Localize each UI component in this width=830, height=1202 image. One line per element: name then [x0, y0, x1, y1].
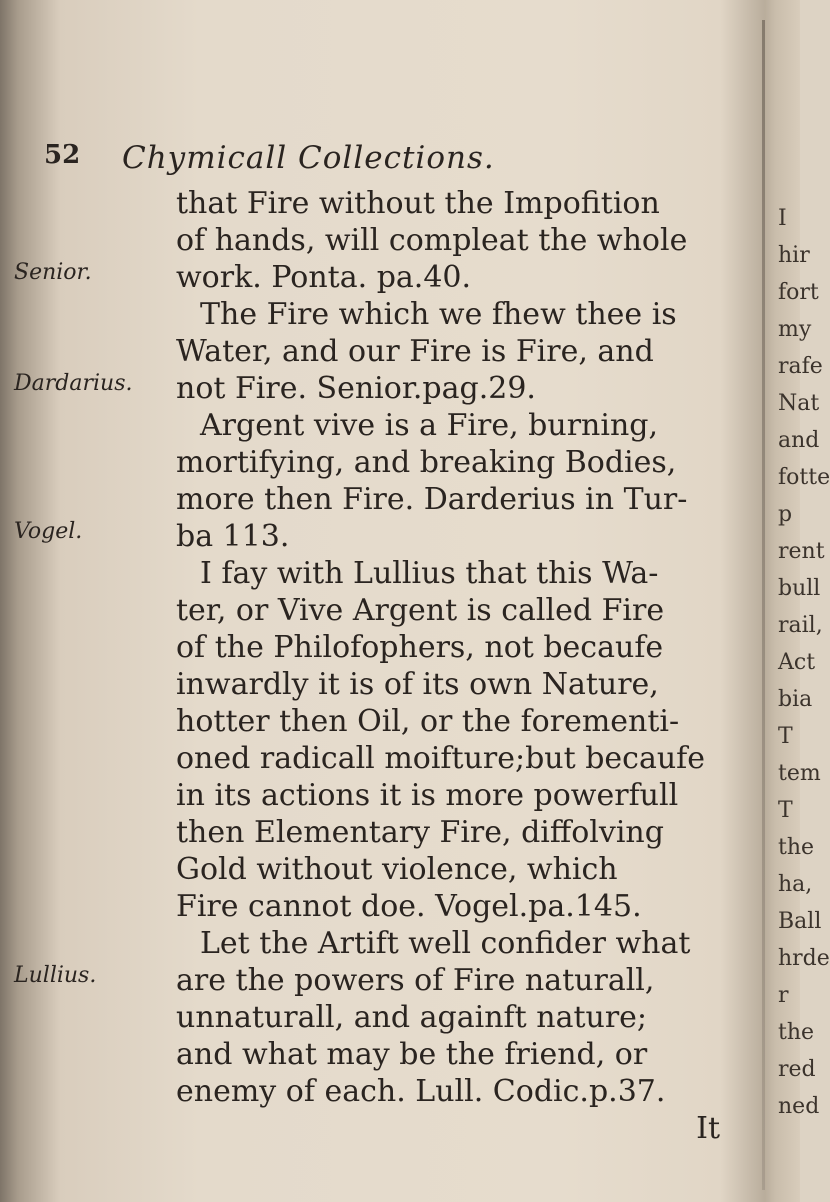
text-line: enemy of each. Lull. Codic.p.37. [176, 1074, 666, 1109]
text-line: of hands, will compleat the whole [176, 223, 688, 258]
margin-note-vogel: Vogel. [14, 519, 83, 544]
facing-fragment: T [778, 724, 793, 749]
text-line: Fire cannot doe. Vogel.pa.145. [176, 889, 642, 924]
text-line: ba 113. [176, 519, 290, 554]
page-number: 52 [44, 140, 81, 170]
facing-fragment: hir [778, 243, 810, 268]
facing-fragment: bull [778, 576, 821, 601]
body-text [176, 185, 756, 1147]
catchword: It [696, 1111, 720, 1146]
text-line: I fay with Lullius that this Wa- [200, 556, 659, 591]
facing-fragment: Act [778, 650, 816, 675]
facing-fragment: I [778, 206, 787, 231]
facing-fragment: my [778, 317, 812, 342]
margin-note-senior: Senior. [14, 260, 92, 285]
text-line: Water, and our Fire is Fire, and [176, 334, 654, 369]
facing-fragment: hrde [778, 946, 830, 971]
text-line: The Fire which we fhew thee is [200, 297, 677, 332]
text-line: then Elementary Fire, diffolving [176, 815, 664, 850]
text-line: are the powers of Fire naturall, [176, 963, 655, 998]
facing-fragment: the [778, 835, 815, 860]
margin-note-lullius: Lullius. [14, 963, 97, 988]
facing-fragment: ha, [778, 872, 813, 897]
facing-page-bleed [778, 0, 830, 1202]
margin-note-dardarius: Dardarius. [14, 371, 133, 396]
facing-fragment: fotte [778, 465, 830, 490]
text-line: hotter then Oil, or the forementi- [176, 704, 680, 739]
facing-fragment: the [778, 1020, 815, 1045]
facing-fragment: and [778, 428, 820, 453]
text-line: Let the Artift well confider what [200, 926, 691, 961]
facing-fragment: Ball [778, 909, 822, 934]
text-line: and what may be the friend, or [176, 1037, 648, 1072]
text-line: not Fire. Senior.pag.29. [176, 371, 536, 406]
facing-fragment: rafe [778, 354, 823, 379]
text-line: inwardly it is of its own Nature, [176, 667, 659, 702]
facing-fragment: fort [778, 280, 819, 305]
text-line: oned radicall moifture;but becaufe [176, 741, 706, 776]
facing-fragment: rent [778, 539, 825, 564]
facing-fragment: T [778, 798, 793, 823]
facing-fragment: bia [778, 687, 813, 712]
facing-fragment: p [778, 502, 793, 527]
text-line: Argent vive is a Fire, burning, [200, 408, 659, 443]
text-line: mortifying, and breaking Bodies, [176, 445, 677, 480]
text-line: unnaturall, and againft nature; [176, 1000, 648, 1035]
facing-fragment: r [778, 983, 789, 1008]
page-edge [762, 20, 765, 1190]
facing-fragment: Nat [778, 391, 820, 416]
text-line: ter, or Vive Argent is called Fire [176, 593, 665, 628]
running-head: Chymicall Collections. [122, 140, 495, 176]
text-line: more then Fire. Darderius in Tur- [176, 482, 688, 517]
facing-fragment: rail, [778, 613, 823, 638]
text-line: of the Philofophers, not becaufe [176, 630, 664, 665]
text-line: work. Ponta. pa.40. [176, 260, 472, 295]
page-header [0, 140, 800, 180]
facing-fragment: tem [778, 761, 821, 786]
facing-fragment: red [778, 1057, 816, 1082]
facing-fragment: ned [778, 1094, 820, 1119]
text-line: that Fire without the Impofition [176, 186, 660, 221]
text-line: Gold without violence, which [176, 852, 618, 887]
text-line: in its actions it is more powerfull [176, 778, 679, 813]
